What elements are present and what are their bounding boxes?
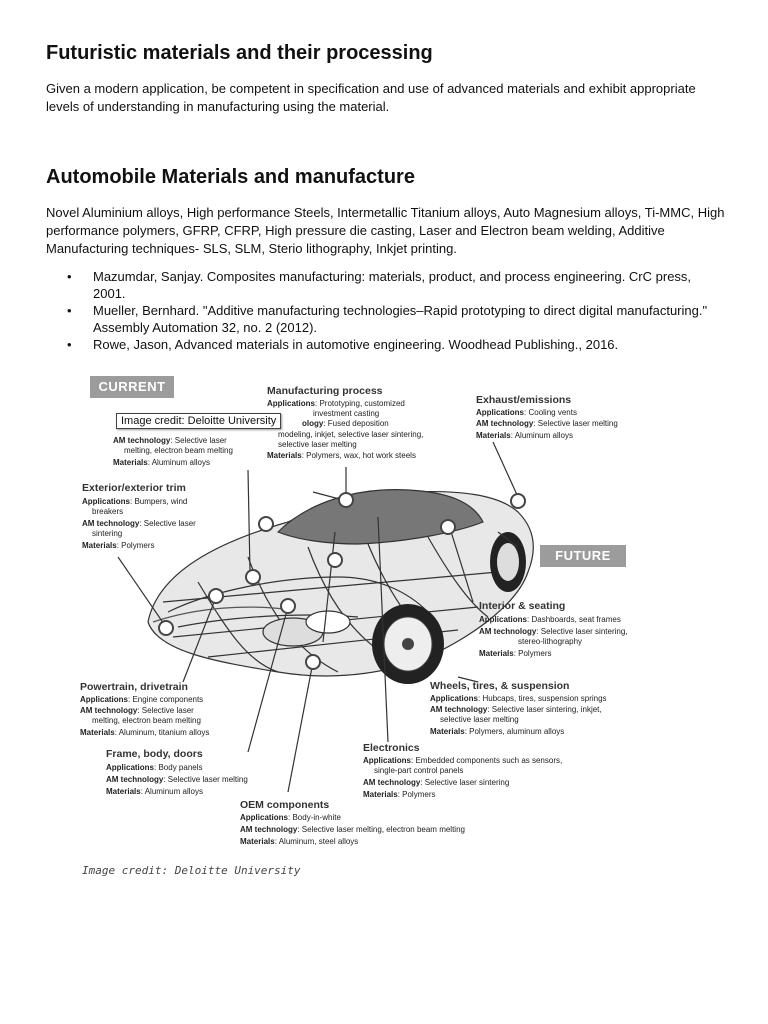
callout-value: Polymers, aluminum alloys [469,727,565,736]
bullet-icon: • [67,337,72,352]
callout-line: Materials: Aluminum alloys [476,431,573,440]
callout-value: single-part control panels [374,766,464,775]
callout-value: Cooling vents [528,408,577,417]
callout-line: AM technology: Selective laser [82,519,196,528]
section-title-automobile-materials: Automobile Materials and manufacture [46,166,415,188]
callout-key: AM technology [82,519,140,528]
callout-key: Applications [479,615,528,624]
callout-line: Materials: Aluminum, titanium alloys [80,728,210,737]
callout-key: AM technology [363,778,421,787]
callout-line: AM technology: Selective laser melting [476,419,618,428]
callout-value: Selective laser sintering [424,778,510,787]
reference-item [46,268,726,302]
callout-line: AM technology: Selective laser sintering, inkjet, [430,705,602,714]
callout-title-frame: Frame, body, doors [106,748,203,760]
callout-key: Materials [476,431,511,440]
callout-title-manufacturing: Manufacturing process [267,385,383,397]
callout-value: Aluminum, steel alloys [278,837,359,846]
callout-title-wheels: Wheels, tires, & suspension [430,680,570,692]
callout-key: Materials [82,541,117,550]
callout-value: Selective laser sintering, [540,627,628,636]
callout-key: AM technology [106,775,164,784]
callout-value: Aluminum alloys [514,431,573,440]
callout-key: Materials [430,727,465,736]
callout-key: Applications [240,813,289,822]
callout-line: Materials: Polymers [82,541,155,550]
callout-line: Materials: Polymers, wax, hot work steels [267,451,416,460]
callout-line: AM technology: Selective laser melting, electron beam melting [240,825,465,834]
callout-key: AM technology [240,825,298,834]
callout-key: Applications [80,695,129,704]
callout-line: Applications: Prototyping, customized [267,399,405,408]
callout-line: Materials: Aluminum, steel alloys [240,837,359,846]
reference-text: Mazumdar, Sanjay. Composites manufacturing: materials, product, and process engineering. CrC press, 2001. [93,269,692,301]
callout-key: Applications [430,694,479,703]
callout-line: Materials: Polymers, aluminum alloys [430,727,565,736]
callout-value: Prototyping, customized [319,399,405,408]
reference-item [46,302,726,336]
callout-value: melting, electron beam melting [92,716,201,725]
callout-value: selective laser melting [440,715,519,724]
callout-key: Materials [106,787,141,796]
callout-line: Applications: Cooling vents [476,408,577,417]
image-credit-caption: Image credit: Deloitte University [82,864,301,877]
callout-title-oem: OEM components [240,799,330,811]
callout-key: Materials [479,649,514,658]
callout-key: Applications [363,756,412,765]
callout-line: Applications: Bumpers, wind [82,497,188,506]
callout-line: ology: Fused deposition [302,419,389,428]
callout-title-exterior: Exterior/exterior trim [82,482,186,494]
callout-value: Aluminum alloys [144,787,203,796]
current-tag: CURRENT [90,376,174,398]
callout-key: AM technology [430,705,488,714]
callout-value: Bumpers, wind [134,497,188,506]
callout-key: Applications [82,497,131,506]
callout-line: Materials: Aluminum alloys [113,458,210,467]
callout-key: ology [302,419,324,428]
callout-title-powertrain: Powertrain, drivetrain [80,681,188,693]
callout-key: AM technology [476,419,534,428]
callout-value: Dashboards, seat frames [531,615,621,624]
callout-value: Polymers [518,649,552,658]
callout-line: Materials: Polymers [363,790,436,799]
callout-key: Applications [106,763,155,772]
reference-text: Mueller, Bernhard. "Additive manufacturing technologies–Rapid prototyping to direct digital manufacturing." Assembly Automation 32, no. 2 (2012). [93,303,708,335]
callout-value: Aluminum, titanium alloys [118,728,210,737]
callout-value: Selective laser melting [167,775,248,784]
callout-value: melting, electron beam melting [124,446,233,455]
callout-value: Body-in-white [292,813,341,822]
callout-line: Applications: Body panels [106,763,203,772]
callout-value: Body panels [158,763,203,772]
callout-key: Applications [267,399,316,408]
callout-value: Hubcaps, tires, suspension springs [482,694,607,703]
callout-value: Embedded components such as sensors, [415,756,563,765]
callout-line: Materials: Polymers [479,649,552,658]
section-title-futuristic-materials: Futuristic materials and their processing [46,42,433,64]
callout-line: AM technology: Selective laser sintering, [479,627,628,636]
callout-key: AM technology [113,436,171,445]
callout-value: stereo-lithography [518,637,583,646]
callout-value: Selective laser [174,436,227,445]
callout-line: Applications: Dashboards, seat frames [479,615,621,624]
callout-line: AM technology: Selective laser [113,436,227,445]
reference-text: Rowe, Jason, Advanced materials in automotive engineering. Woodhead Publishing., 2016. [93,337,619,352]
callout-value: selective laser melting [278,440,357,449]
callout-value: Fused deposition [327,419,389,428]
section-intro-paragraph: Given a modern application, be competent in specification and use of advanced materials and exhibit appropriate levels of understanding in manufacturing using the material. [46,81,696,114]
callout-key: Materials [240,837,275,846]
materials-paragraph: Novel Aluminium alloys, High performance Steels, Intermetallic Titanium alloys, Auto Magnesium alloys, Ti-MMC, High performance polymers, GFRP, CFRP, High pressure die casting, Laser and Electron beam welding, Additive Manufacturing techniques- SLS, SLM, Sterio lithography, Inkjet printing. [46,205,725,256]
reference-list [46,268,726,353]
callout-key: Materials [363,790,398,799]
callout-line: Applications: Hubcaps, tires, suspension springs [430,694,607,703]
callout-value: Selective laser [141,706,194,715]
callout-key: AM technology [479,627,537,636]
bullet-icon: • [67,303,72,318]
callout-value: Selective laser sintering, inkjet, [491,705,602,714]
callout-line: Materials: Aluminum alloys [106,787,203,796]
callout-value: sintering [92,529,123,538]
callout-line: Applications: Embedded components such as sensors, [363,756,563,765]
callout-key: Materials [113,458,148,467]
callout-key: AM technology [80,706,138,715]
callout-value: Aluminum alloys [151,458,210,467]
callout-value: Selective laser [143,519,196,528]
callout-line: AM technology: Selective laser melting [106,775,248,784]
callout-line: Applications: Engine components [80,695,204,704]
callout-value: investment casting [313,409,380,418]
callout-value: Selective laser melting, electron beam melting [301,825,465,834]
callout-line: AM technology: Selective laser sintering [363,778,510,787]
callout-value: Engine components [132,695,204,704]
callout-value: Selective laser melting [537,419,618,428]
callout-title-exhaust: Exhaust/emissions [476,394,572,406]
callout-line: Applications: Body-in-white [240,813,341,822]
callout-value: Polymers [402,790,436,799]
bullet-icon: • [67,269,72,284]
future-tag: FUTURE [540,545,626,567]
callout-value: modeling, inkjet, selective laser sintering, [278,430,424,439]
reference-item [46,336,726,353]
image-credit-tooltip: Image credit: Deloitte University [116,413,281,429]
callout-title-electronics: Electronics [363,742,420,754]
callout-value: Polymers [121,541,155,550]
callout-value: breakers [92,507,124,516]
callout-title-interior: Interior & seating [479,600,566,612]
callout-key: Materials [80,728,115,737]
callout-line: AM technology: Selective laser [80,706,194,715]
callout-value: Polymers, wax, hot work steels [306,451,416,460]
car-am-figure [78,372,678,880]
callout-key: Materials [267,451,302,460]
callout-key: Applications [476,408,525,417]
